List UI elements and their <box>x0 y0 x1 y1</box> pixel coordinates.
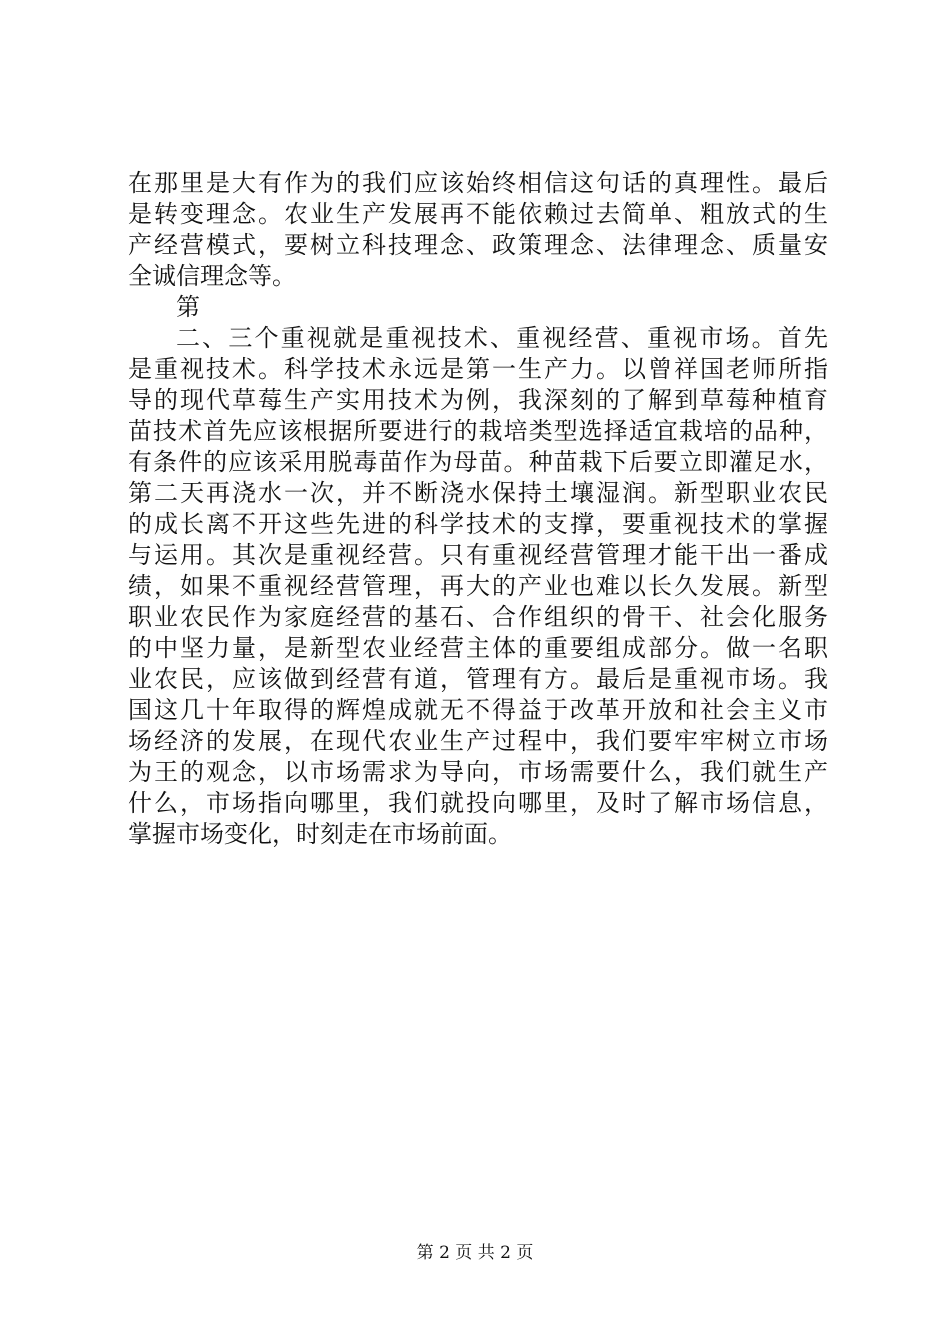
text-line: 产经营模式，要树立科技理念、政策理念、法律理念、质量安 <box>128 231 828 259</box>
text-line: 国这几十年取得的辉煌成就无不得益于改革开放和社会主义市 <box>128 696 828 724</box>
text-line: 全诚信理念等。 <box>128 262 296 290</box>
text-line: 有条件的应该采用脱毒苗作为母苗。种苗栽下后要立即灌足水， <box>128 448 828 476</box>
text-line: 的中坚力量，是新型农业经营主体的重要组成部分。做一名职 <box>128 634 828 662</box>
text-line: 与运用。其次是重视经营。只有重视经营管理才能干出一番成 <box>128 541 828 569</box>
text-line: 第二天再浇水一次，并不断浇水保持土壤湿润。新型职业农民 <box>128 479 828 507</box>
text-line: 职业农民作为家庭经营的基石、合作组织的骨干、社会化服务 <box>128 603 828 631</box>
text-line: 掌握市场变化，时刻走在市场前面。 <box>128 820 512 848</box>
page-footer <box>0 1242 950 1264</box>
text-line: 业农民，应该做到经营有道，管理有方。最后是重视市场。我 <box>128 665 828 693</box>
page-number: 第 2 页 共 2 页 <box>416 1243 534 1263</box>
text-line: 是转变理念。农业生产发展再不能依赖过去简单、粗放式的生 <box>128 200 828 228</box>
document-body <box>128 168 828 850</box>
paragraph-three-priorities <box>128 323 828 850</box>
text-line: 什么，市场指向哪里，我们就投向哪里，及时了解市场信息， <box>128 789 828 817</box>
paragraph-fragment <box>128 292 828 323</box>
text-line: 二、三个重视就是重视技术、重视经营、重视市场。首先 <box>176 324 828 352</box>
text-line: 第 <box>176 293 200 321</box>
text-line: 绩，如果不重视经营管理，再大的产业也难以长久发展。新型 <box>128 572 828 600</box>
text-line: 是重视技术。科学技术永远是第一生产力。以曾祥国老师所指 <box>128 355 828 383</box>
text-line: 场经济的发展，在现代农业生产过程中，我们要牢牢树立市场 <box>128 727 828 755</box>
text-line: 为王的观念，以市场需求为导向，市场需要什么，我们就生产 <box>128 758 828 786</box>
text-line: 导的现代草莓生产实用技术为例，我深刻的了解到草莓种植育 <box>128 386 828 414</box>
paragraph-conclusion <box>128 168 828 292</box>
text-line: 的成长离不开这些先进的科学技术的支撑，要重视技术的掌握 <box>128 510 828 538</box>
text-line: 在那里是大有作为的我们应该始终相信这句话的真理性。最后 <box>128 169 828 197</box>
text-line: 苗技术首先应该根据所要进行的栽培类型选择适宜栽培的品种， <box>128 417 828 445</box>
